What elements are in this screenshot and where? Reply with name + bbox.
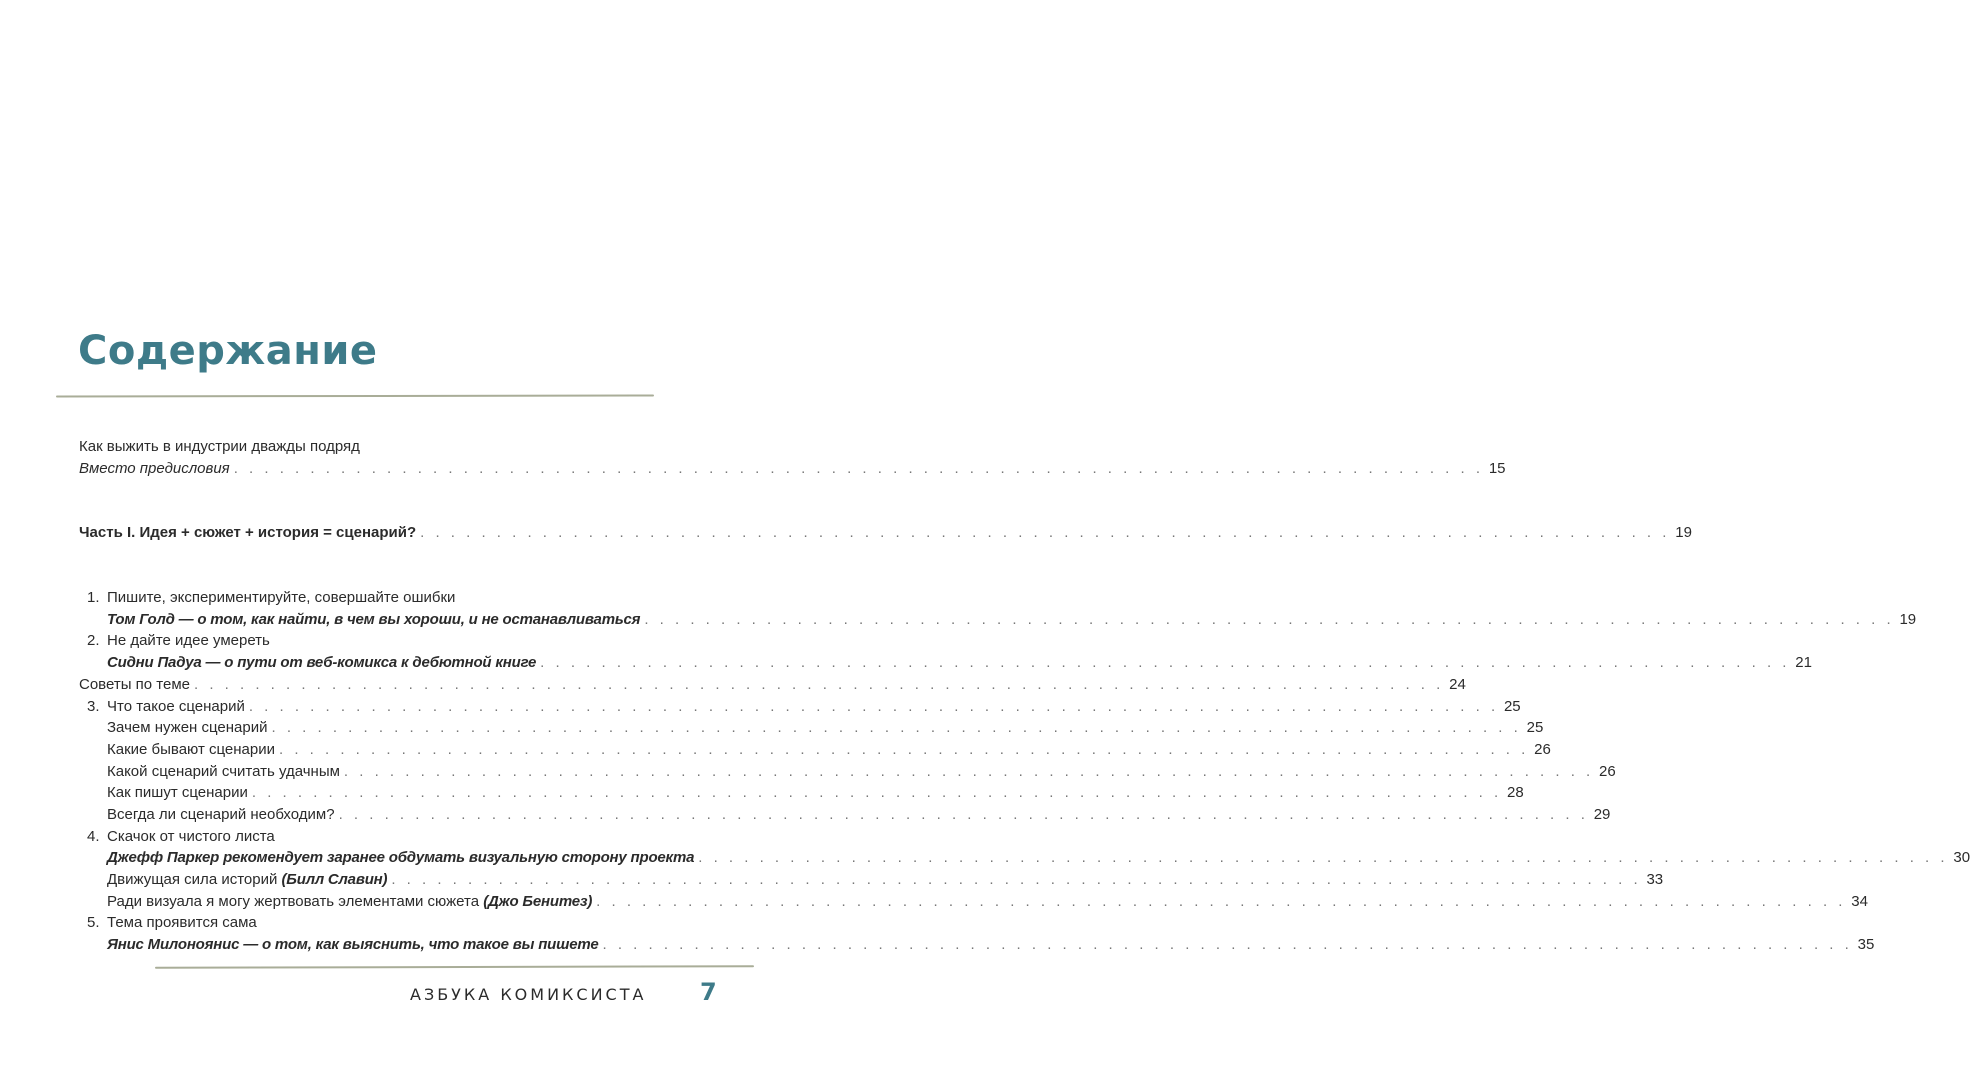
chapter-number: 4. (87, 827, 100, 845)
leader-dots (698, 847, 1948, 869)
page-number: 19 (1899, 610, 1917, 628)
page-title: Содержание (78, 328, 378, 374)
running-footer-title: АЗБУКА КОМИКСИСТА (410, 985, 647, 1004)
leader-dots (644, 609, 1894, 631)
leader-dots (596, 891, 1846, 913)
chapter-number: 3. (87, 697, 100, 715)
page-number: 34 (1851, 892, 1868, 910)
leader-dots (234, 458, 1484, 480)
toc-chapter-5: 5. Тема проявится сама (79, 912, 717, 934)
leader-dots (339, 804, 1589, 826)
toc-entry-tips: Советы по теме . . . 24 (79, 674, 717, 696)
toc-entry-intro-sub: Вместо предисловия . . . 15 (79, 458, 717, 480)
table-of-contents (79, 436, 1970, 956)
leader-dots (602, 934, 1852, 956)
leader-dots (271, 717, 1521, 739)
toc-item: Движущая сила историй (Билл Славин) . . . 33 (79, 869, 717, 891)
leader-dots (252, 782, 1502, 804)
toc-item: Зачем нужен сценарий . . . 25 (79, 717, 717, 739)
leader-dots (420, 522, 1670, 544)
author-name: (Билл Славин) (281, 871, 388, 888)
toc-chapter-2: 2. Не дайте идее умереть (79, 630, 717, 652)
leader-dots (540, 652, 1790, 674)
footer-divider (155, 965, 754, 969)
page-number: 28 (1507, 784, 1524, 802)
page-number: 30 (1953, 849, 1970, 867)
page-number: 19 (1675, 524, 1692, 542)
page-number: 25 (1526, 719, 1544, 737)
chapter-number: 2. (87, 632, 100, 650)
page-number: 33 (1646, 871, 1664, 888)
page-number: 24 (1449, 675, 1466, 693)
toc-item: Как пишут сценарии . . . 28 (79, 782, 717, 804)
page-number: 35 (1857, 936, 1875, 954)
toc-chapter-4-sub: Джефф Паркер рекомендует заранее обдумать визуальную сторону проекта . . . 30 (79, 847, 717, 869)
page-number: 26 (1534, 740, 1551, 758)
toc-chapter-4: 4. Скачок от чистого листа (79, 826, 717, 848)
toc-entry-part-1: Часть I. Идея + сюжет + история = сценарий? . . . 19 (79, 522, 717, 544)
toc-chapter-1: 1. Пишите, экспериментируйте, совершайте ошибки (79, 587, 717, 609)
toc-item: Всегда ли сценарий необходим? . . . 29 (79, 804, 717, 826)
toc-item: Какие бывают сценарии . . . 26 (79, 739, 717, 761)
leader-dots (344, 761, 1594, 783)
page-number: 21 (1795, 654, 1812, 672)
toc-item: Ради визуала я могу жертвовать элементами сюжета (Джо Бенитез) . . . 34 (79, 891, 717, 913)
leader-dots (391, 869, 1641, 891)
toc-chapter-2-sub: Сидни Падуа — о пути от веб-комикса к дебютной книге . . . 21 (79, 652, 717, 674)
folio-page-number: 7 (700, 978, 717, 1006)
toc-entry-intro-title: Как выжить в индустрии дважды подряд (79, 438, 360, 455)
page-number: 25 (1503, 697, 1521, 715)
title-divider (56, 394, 654, 397)
page-number: 15 (1488, 459, 1506, 477)
toc-chapter-3: 3. Что такое сценарий . . . 25 (79, 696, 717, 718)
leader-dots (279, 739, 1529, 761)
page-number: 26 (1599, 762, 1616, 780)
leader-dots (194, 674, 1444, 696)
author-name: (Джо Бенитез) (483, 892, 593, 910)
toc-item: Какой сценарий считать удачным . . . 26 (79, 761, 717, 783)
toc-chapter-1-sub: Том Голд — о том, как найти, в чем вы хороши, и не останавливаться . . . 19 (79, 609, 717, 631)
leader-dots (249, 696, 1499, 718)
page-number: 29 (1593, 805, 1611, 823)
toc-chapter-5-sub: Янис Милоноянис — о том, как выяснить, что такое вы пишете . . . 35 (79, 934, 717, 956)
chapter-number: 1. (87, 589, 100, 607)
chapter-number: 5. (87, 914, 100, 932)
